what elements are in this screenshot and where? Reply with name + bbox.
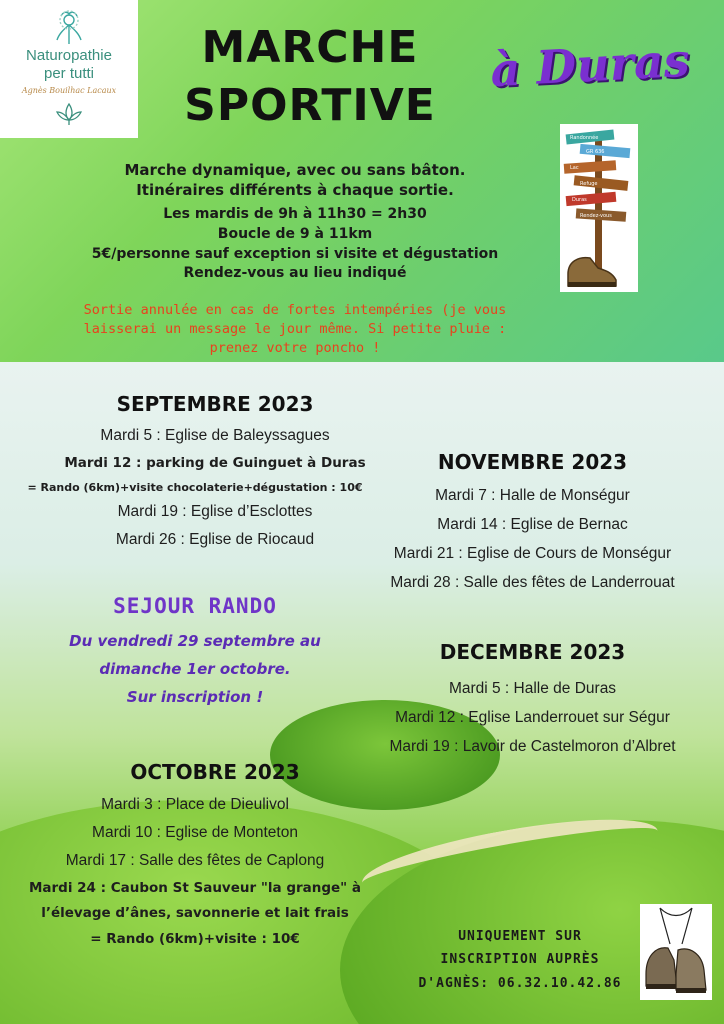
- sign-text-3: Lac: [570, 165, 579, 171]
- headline-line-2: SPORTIVE: [184, 80, 436, 131]
- logo-name-2: per tutti: [43, 65, 95, 82]
- sign-text-2: GR 636: [586, 149, 605, 155]
- intro-line-2: Itinéraires différents à chaque sortie.: [136, 181, 454, 199]
- month-title-decembre: DECEMBRE 2023: [439, 640, 626, 664]
- intro-line-4: Boucle de 9 à 11km: [217, 226, 373, 242]
- list-item: Mardi 24 : Caubon St Sauveur "la grange" à: [28, 880, 362, 896]
- list-item: Mardi 17 : Salle des fêtes de Caplong: [65, 852, 325, 869]
- month-title-septembre: SEPTEMBRE 2023: [116, 392, 314, 416]
- hiking-boots-icon: [640, 904, 712, 1000]
- headline-location: à Duras: [489, 32, 691, 98]
- logo-signature: Agnès Bouilhac Lacaux: [21, 86, 117, 95]
- list-item: Mardi 7 : Halle de Monségur: [435, 487, 630, 504]
- list-item: Mardi 3 : Place de Dieulivol: [101, 796, 289, 813]
- list-item: Mardi 21 : Eglise de Cours de Monségur: [393, 545, 672, 562]
- list-item: Mardi 28 : Salle des fêtes de Landerrouat: [390, 574, 675, 591]
- logo-name: Naturopathie: [26, 47, 112, 64]
- intro-line-5: 5€/personne sauf exception si visite et dégustation: [91, 246, 499, 262]
- list-item: Mardi 26 : Eglise de Riocaud: [115, 531, 315, 548]
- list-item: Mardi 19 : Lavoir de Castelmoron d’Albret: [389, 738, 676, 755]
- list-item: Mardi 14 : Eglise de Bernac: [437, 516, 628, 533]
- intro-line-6: Rendez-vous au lieu indiqué: [183, 265, 407, 281]
- list-item: Mardi 5 : Eglise de Baleyssagues: [100, 427, 330, 444]
- warning-line-1: Sortie annulée en cas de fortes intempéries (je vous: [83, 302, 507, 318]
- mandala-icon: [49, 8, 89, 48]
- hiking-shoes-illustration: [640, 904, 712, 1000]
- intro-line-1: Marche dynamique, avec ou sans bâton.: [124, 161, 466, 179]
- signpost-illustration: [560, 124, 638, 292]
- month-title-novembre: NOVEMBRE 2023: [437, 450, 628, 474]
- list-item: Mardi 5 : Halle de Duras: [448, 680, 617, 697]
- contact-line-2: INSCRIPTION AUPRÈS: [440, 952, 600, 967]
- contact-phone: D'AGNÈS: 06.32.10.42.86: [418, 976, 622, 991]
- sejour-title: SEJOUR RANDO: [113, 594, 277, 618]
- list-item: l’élevage d’ânes, savonnerie et lait frais: [41, 905, 349, 921]
- intro-line-3: Les mardis de 9h à 11h30 = 2h30: [163, 206, 427, 222]
- sign-text-1: Randonnée: [570, 135, 599, 141]
- list-item: = Rando (6km)+visite : 10€: [90, 931, 300, 947]
- list-item: Mardi 12 : parking de Guinguet à Duras: [64, 455, 366, 471]
- list-item: Mardi 12 : Eglise Landerrouet sur Ségur: [395, 709, 670, 726]
- sejour-line-2: dimanche 1er octobre.: [99, 660, 291, 678]
- sign-text-4: Refuge: [580, 181, 598, 187]
- month-title-octobre: OCTOBRE 2023: [130, 760, 300, 784]
- warning-line-3: prenez votre poncho !: [209, 340, 381, 356]
- sign-text-5: Duras: [572, 197, 587, 203]
- lotus-icon: [55, 102, 83, 126]
- headline-line-1: MARCHE: [201, 22, 419, 73]
- list-item: = Rando (6km)+visite chocolaterie+dégustation : 10€: [27, 481, 363, 494]
- logo: [0, 0, 138, 138]
- sejour-line-3: Sur inscription !: [126, 688, 264, 706]
- list-item: Mardi 19 : Eglise d’Esclottes: [117, 503, 313, 520]
- sejour-line-1: Du vendredi 29 septembre au: [69, 632, 321, 650]
- warning-line-2: laisserai un message le jour même. Si petite pluie :: [83, 321, 507, 337]
- signpost-icon: [560, 124, 638, 292]
- contact-line-1: UNIQUEMENT SUR: [458, 929, 582, 944]
- sign-text-6: Rendez-vous: [580, 213, 612, 219]
- list-item: Mardi 10 : Eglise de Monteton: [92, 824, 298, 841]
